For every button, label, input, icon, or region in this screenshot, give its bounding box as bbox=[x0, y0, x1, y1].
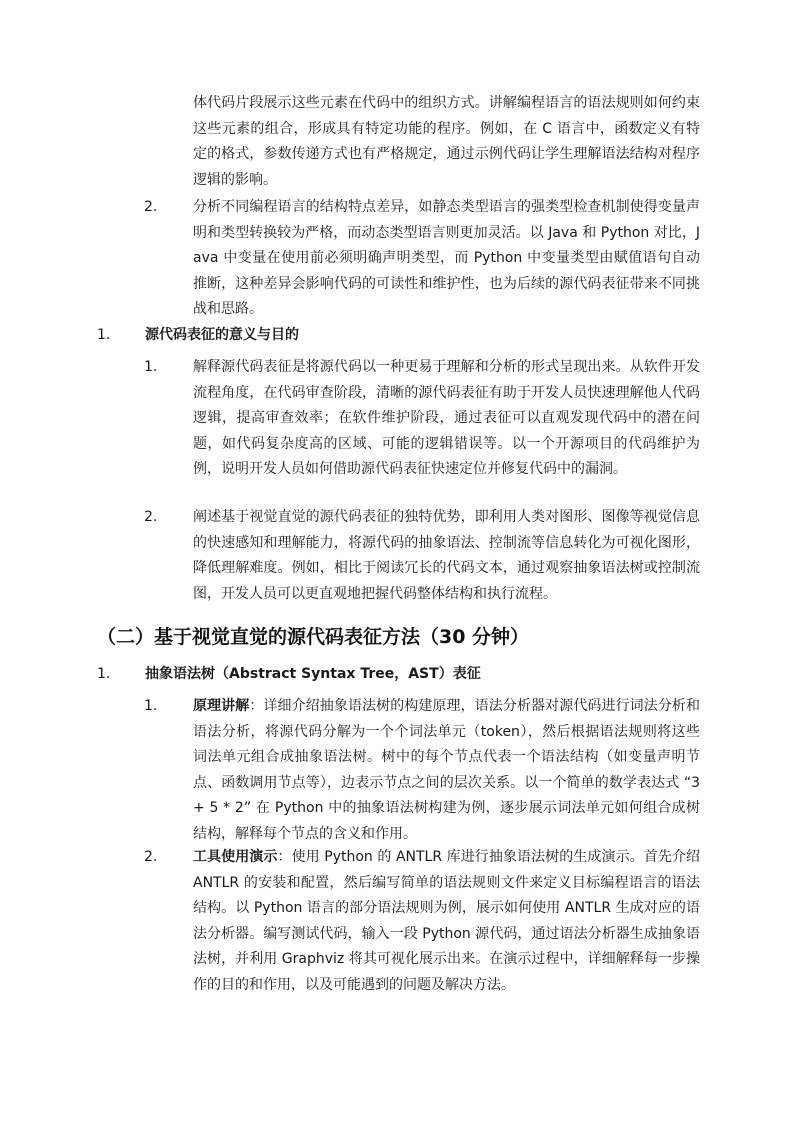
section-title: 抽象语法树（Abstract Syntax Tree，AST）表征 bbox=[145, 666, 481, 682]
paragraph-text bbox=[193, 845, 700, 998]
section-title: 源代码表征的意义与目的 bbox=[145, 327, 299, 343]
list-number: 2. bbox=[144, 849, 158, 865]
list-number: 1. bbox=[144, 698, 158, 714]
section-heading: （二）基于视觉直觉的源代码表征方法（30 分钟） bbox=[97, 626, 530, 648]
item-label: 工具使用演示 bbox=[193, 849, 278, 865]
paragraph-text bbox=[193, 694, 700, 847]
item-body: ：详细介绍抽象语法树的构建原理，语法分析器对源代码进行词法分析和语法分析，将源代码分解为一个个词法单元（token），然后根据语法规则将这些词法单元组合成抽象语法树。树中的每个节点代表一个语法结构（如变量声明节点、函数调用节点等），边表示节点之间的层次关系。以一个简单的数学表达式 “3 + 5 * 2” 在 Python 中的抽象语法树构建为例，逐步展示词法单元如何组合成树结构，解释每个节点的含义和作用。 bbox=[193, 698, 700, 842]
item-label: 原理讲解 bbox=[193, 698, 250, 714]
list-number: 2. bbox=[144, 509, 158, 525]
paragraph-text: 体代码片段展示这些元素在代码中的组织方式。讲解编程语言的语法规则如何约束这些元素的组合，形成具有特定功能的程序。例如，在 C 语言中，函数定义有特定的格式，参数传递方式也有严格规定，通过示例代码让学生理解语法结构对程序逻辑的影响。 bbox=[193, 95, 700, 188]
paragraph-text: 分析不同编程语言的结构特点差异，如静态类型语言的强类型检查机制使得变量声明和类型转换较为严格，而动态类型语言则更加灵活。以 Java 和 Python 对比，Java 中变量在使用前必须明确声明类型，而 Python 中变量类型由赋值语句自动推断，这种差异会影响代码的可读性和维护性，也为后续的源代码表征带来不同挑战和思路。 bbox=[193, 199, 700, 317]
list-number: 1. bbox=[144, 359, 158, 375]
paragraph-text: 阐述基于视觉直觉的源代码表征的独特优势，即利用人类对图形、图像等视觉信息的快速感知和理解能力，将源代码的抽象语法、控制流等信息转化为可视化图形，降低理解难度。例如，相比于阅读冗长的代码文本，通过观察抽象语法树或控制流图，开发人员可以更直观地把握代码整体结构和执行流程。 bbox=[193, 509, 700, 602]
list-number: 1. bbox=[97, 666, 111, 682]
paragraph-text: 解释源代码表征是将源代码以一种更易于理解和分析的形式呈现出来。从软件开发流程角度，在代码审查阶段，清晰的源代码表征有助于开发人员快速理解他人代码逻辑，提高审查效率；在软件维护阶段，通过表征可以直观发现代码中的潜在问题，如代码复杂度高的区域、可能的逻辑错误等。以一个开源项目的代码维护为例，说明开发人员如何借助源代码表征快速定位并修复代码中的漏洞。 bbox=[193, 359, 700, 477]
list-number: 1. bbox=[97, 327, 111, 343]
item-body: ：使用 Python 的 ANTLR 库进行抽象语法树的生成演示。首先介绍 ANTLR 的安装和配置，然后编写简单的语法规则文件来定义目标编程语言的语法结构。以 Python 语言的部分语法规则为例，展示如何使用 ANTLR 生成对应的语法分析器。编写测试代码，输入一段 Python 源代码，通过语法分析器生成抽象语法树，并利用 Graphviz 将其可视化展示出来。在演示过程中，详细解释每一步操作的目的和作用，以及可能遇到的问题及解决方法。 bbox=[193, 849, 700, 993]
list-number: 2. bbox=[144, 199, 158, 215]
